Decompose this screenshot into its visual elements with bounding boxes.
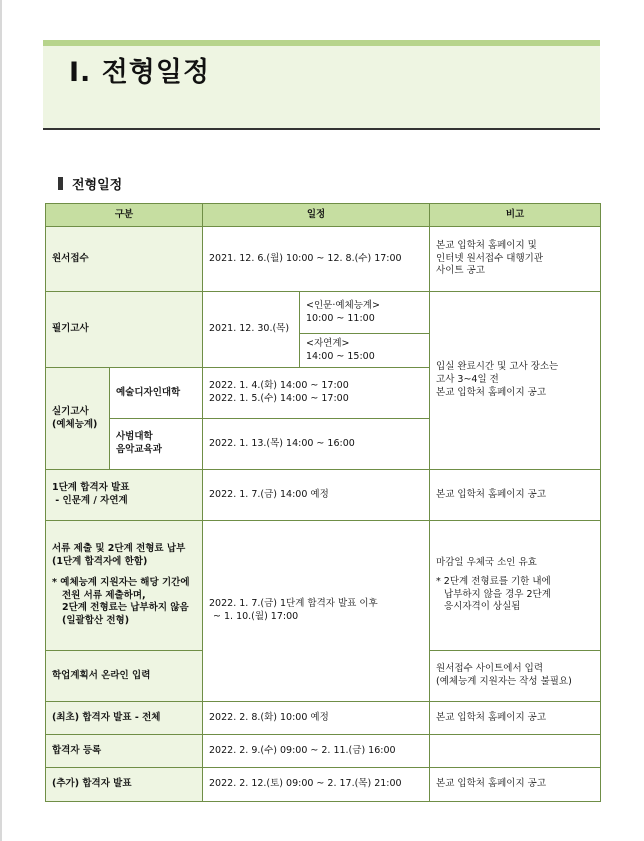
note-application <box>430 227 601 292</box>
table-row-written-humanities <box>46 292 601 334</box>
table-row-final <box>46 702 601 735</box>
schedule-line: 2022. 1. 7.(금) 1단계 합격자 발표 이후 <box>209 598 378 610</box>
row-label-documents <box>46 521 203 651</box>
schedule-written-humanities <box>300 292 430 334</box>
section-heading <box>58 174 122 193</box>
column-header-schedule: 일정 <box>203 204 430 227</box>
row-label-registration: 합격자 등록 <box>46 735 203 768</box>
schedule-line: 2022. 1. 4.(화) 14:00 ~ 17:00 <box>209 380 349 392</box>
label-note-line: (일괄합산 전형) <box>62 615 130 627</box>
note-documents <box>430 521 601 651</box>
page-edge <box>0 0 2 841</box>
label-line: 서류 제출 및 2단계 전형료 납부 <box>52 543 186 555</box>
schedule-additional: 2022. 2. 12.(토) 09:00 ~ 2. 17.(목) 21:00 <box>203 768 430 802</box>
column-header-category: 구분 <box>46 204 203 227</box>
schedule-registration: 2022. 2. 9.(수) 09:00 ~ 2. 11.(금) 16:00 <box>203 735 430 768</box>
schedule-written-date: 2021. 12. 30.(목) <box>203 292 300 368</box>
note-study-plan <box>430 651 601 702</box>
schedule-application: 2021. 12. 6.(월) 10:00 ~ 12. 8.(수) 17:00 <box>203 227 430 292</box>
note-line: 응시자격이 상실됨 <box>444 601 521 613</box>
table-row-documents <box>46 521 601 651</box>
note-registration <box>430 735 601 768</box>
schedule-documents <box>203 521 430 702</box>
note-line: 본교 입학처 홈페이지 및 <box>436 239 537 251</box>
schedule-line: ~ 1. 10.(월) 17:00 <box>213 611 299 622</box>
label-line: 1단계 합격자 발표 <box>52 482 130 494</box>
row-sublabel-design: 예술디자인대학 <box>110 368 203 419</box>
time-label: <자연계> <box>306 337 350 349</box>
row-label-stage1 <box>46 470 203 521</box>
table-row-stage1 <box>46 470 601 521</box>
note-line: (예체능계 지원자는 작성 불필요) <box>436 676 572 687</box>
chapter-title: Ⅰ. 전형일정 <box>69 57 211 88</box>
label-line: (1단계 합격자에 한함) <box>52 555 148 567</box>
label-line: 음악교육과 <box>116 444 162 455</box>
note-exam <box>430 292 601 470</box>
note-line: 인터넷 원서접수 대행기관 <box>436 252 544 264</box>
note-final: 본교 입학처 홈페이지 공고 <box>430 702 601 735</box>
label-line: 사범대학 <box>116 431 153 443</box>
note-line: 마감일 우체국 소인 유효 <box>436 556 537 568</box>
label-note-line: * 예체능계 지원자는 해당 기간에 <box>52 576 190 588</box>
note-line: 본교 입학처 홈페이지 공고 <box>436 386 547 398</box>
row-label-application: 원서접수 <box>46 227 203 292</box>
row-label-written: 필기고사 <box>46 292 203 368</box>
column-header-note: 비고 <box>430 204 601 227</box>
row-label-final: (최초) 합격자 발표 - 전체 <box>46 702 203 735</box>
note-line: 원서접수 사이트에서 입력 <box>436 663 544 675</box>
note-line: 고사 3~4일 전 <box>436 374 499 386</box>
note-line: 입실 완료시간 및 고사 장소는 <box>436 361 559 373</box>
label-note-line: 전원 서류 제출하며, <box>62 589 146 601</box>
table-header-row <box>46 204 601 227</box>
note-line: 납부하지 않을 경우 2단계 <box>444 588 551 600</box>
label-line: 실기고사 <box>52 405 89 417</box>
table-row-application <box>46 227 601 292</box>
table-row-registration <box>46 735 601 768</box>
chapter-header <box>43 40 600 130</box>
note-line: * 2단계 전형료를 기한 내에 <box>436 575 551 587</box>
section-marker-icon <box>58 177 63 190</box>
row-label-additional: (추가) 합격자 발표 <box>46 768 203 802</box>
row-label-study-plan: 학업계획서 온라인 입력 <box>46 651 203 702</box>
row-label-practical <box>46 368 110 470</box>
note-line: 사이트 공고 <box>436 265 485 277</box>
schedule-final: 2022. 2. 8.(화) 10:00 예정 <box>203 702 430 735</box>
time-range: 10:00 ~ 11:00 <box>306 312 375 324</box>
table-row-additional <box>46 768 601 802</box>
schedule-table <box>45 203 601 802</box>
note-stage1: 본교 입학처 홈페이지 공고 <box>430 470 601 521</box>
time-label: <인문·예체능계> <box>306 299 381 311</box>
schedule-practical-education: 2022. 1. 13.(목) 14:00 ~ 16:00 <box>203 419 430 470</box>
time-range: 14:00 ~ 15:00 <box>306 350 375 362</box>
schedule-stage1: 2022. 1. 7.(금) 14:00 예정 <box>203 470 430 521</box>
label-line: - 인문계 / 자연계 <box>52 495 128 506</box>
schedule-practical-design <box>203 368 430 419</box>
schedule-line: 2022. 1. 5.(수) 14:00 ~ 17:00 <box>209 393 349 404</box>
row-sublabel-education <box>110 419 203 470</box>
section-title: 전형일정 <box>72 178 123 193</box>
schedule-written-science <box>300 334 430 368</box>
note-additional: 본교 입학처 홈페이지 공고 <box>430 768 601 802</box>
label-note-line: 2단계 전형료는 납부하지 않음 <box>62 602 189 614</box>
label-line: (예체능계) <box>52 418 98 430</box>
